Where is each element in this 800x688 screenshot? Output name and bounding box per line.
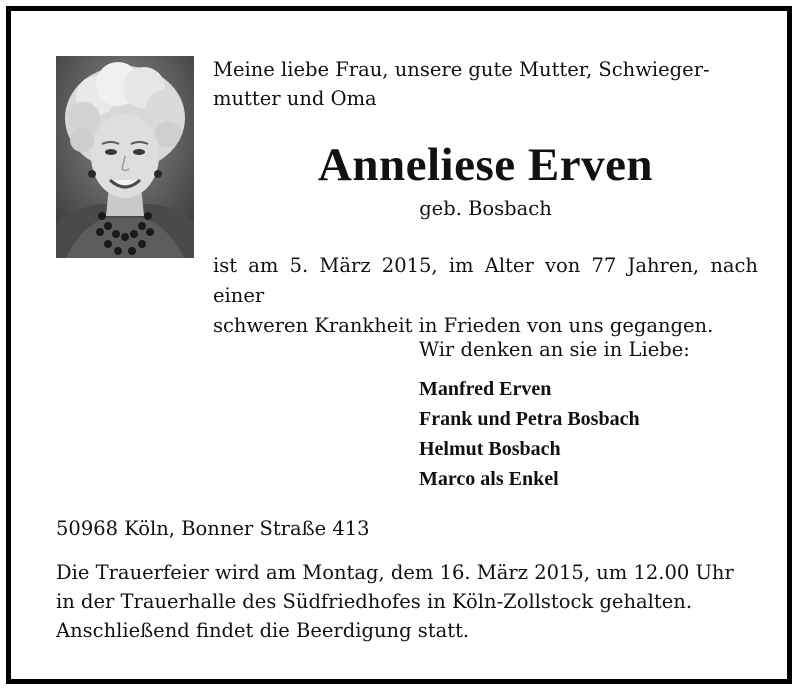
mourner-name: Helmut Bosbach <box>419 438 561 460</box>
funeral-line-3: Anschließend findet die Beerdigung statt. <box>56 619 470 642</box>
funeral-line-1: Die Trauerfeier wird am Montag, dem 16. März 2015, um 12.00 Uhr <box>56 561 734 584</box>
address: 50968 Köln, Bonner Straße 413 <box>56 517 370 540</box>
intro-line-1: Meine liebe Frau, unsere gute Mutter, Schwieger- <box>213 58 710 81</box>
remembrance-line: Wir denken an sie in Liebe: <box>419 338 690 361</box>
portrait-photo <box>56 56 194 258</box>
funeral-details <box>56 558 756 645</box>
mourner-name: Frank und Petra Bosbach <box>419 408 640 430</box>
death-announcement <box>213 251 758 341</box>
portrait-illustration <box>56 56 194 258</box>
intro-line-2: mutter und Oma <box>213 87 377 110</box>
mourners-list <box>419 374 640 494</box>
mourner-name: Manfred Erven <box>419 378 552 400</box>
death-line-2: schweren Krankheit in Frieden von uns gegangen. <box>213 314 714 337</box>
deceased-name: Anneliese Erven <box>317 139 654 191</box>
death-line-1: ist am 5. März 2015, im Alter von 77 Jahren, nach einer <box>213 254 758 307</box>
birth-name: geb. Bosbach <box>419 197 552 220</box>
funeral-line-2: in der Trauerhalle des Südfriedhofes in Köln-Zollstock gehalten. <box>56 590 693 613</box>
obituary-notice <box>6 6 792 684</box>
intro-text <box>213 55 758 113</box>
mourner-name: Marco als Enkel <box>419 468 559 490</box>
